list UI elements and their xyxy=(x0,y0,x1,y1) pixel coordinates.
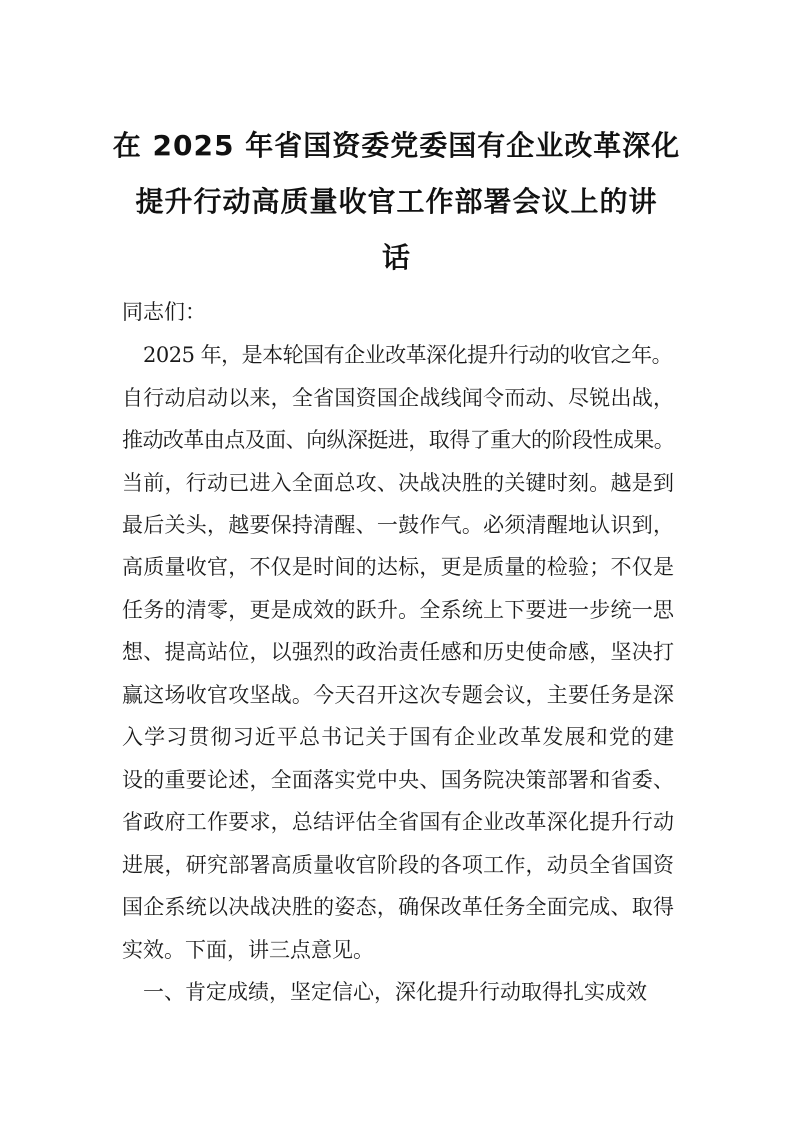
paragraph-line: 任务的清零，更是成效的跃升。全系统上下要进一步统一思 xyxy=(122,598,674,622)
paragraph-line: 高质量收官，不仅是时间的达标，更是质量的检验；不仅是 xyxy=(122,555,674,579)
paragraph-line: 设的重要论述，全面落实党中央、国务院决策部署和省委、 xyxy=(122,768,674,792)
paragraph-line: 实效。下面，讲三点意见。 xyxy=(122,938,374,962)
paragraph-line: 推动改革由点及面、向纵深挺进，取得了重大的阶段性成果。 xyxy=(122,428,674,452)
paragraph-line: 国企系统以决战决胜的姿态，确保改革任务全面完成、取得 xyxy=(122,895,674,919)
paragraph-line: 进展，研究部署高质量收官阶段的各项工作，动员全省国资 xyxy=(122,853,674,877)
paragraph-line: 当前，行动已进入全面总攻、决战决胜的关键时刻。越是到 xyxy=(122,471,674,495)
title-line-2: 提升行动高质量收官工作部署会议上的讲 xyxy=(135,185,658,218)
salutation: 同志们： xyxy=(122,300,206,324)
paragraph-line: 想、提高站位，以强烈的政治责任感和历史使命感，坚决打 xyxy=(122,640,674,664)
paragraph-line: 自行动启动以来，全省国资国企战线闻令而动、尽锐出战， xyxy=(122,386,674,410)
paragraph-line: 省政府工作要求，总结评估全省国有企业改革深化提升行动 xyxy=(122,810,674,834)
paragraph-line: 最后关头，越要保持清醒、一鼓作气。必须清醒地认识到， xyxy=(122,513,674,537)
section-1-heading: 一、肯定成绩，坚定信心，深化提升行动取得扎实成效 xyxy=(143,980,647,1004)
paragraph-line: 赢这场收官攻坚战。今天召开这次专题会议，主要任务是深 xyxy=(122,683,674,707)
title-line-1: 在 2025 年省国资委党委国有企业改革深化 xyxy=(112,129,681,162)
document-title xyxy=(110,118,683,286)
title-line-3: 话 xyxy=(381,241,411,274)
paragraph-line: 入学习贯彻习近平总书记关于国有企业改革发展和党的建 xyxy=(122,725,674,749)
paragraph-line: 2025 年，是本轮国有企业改革深化提升行动的收官之年。 xyxy=(143,343,673,367)
